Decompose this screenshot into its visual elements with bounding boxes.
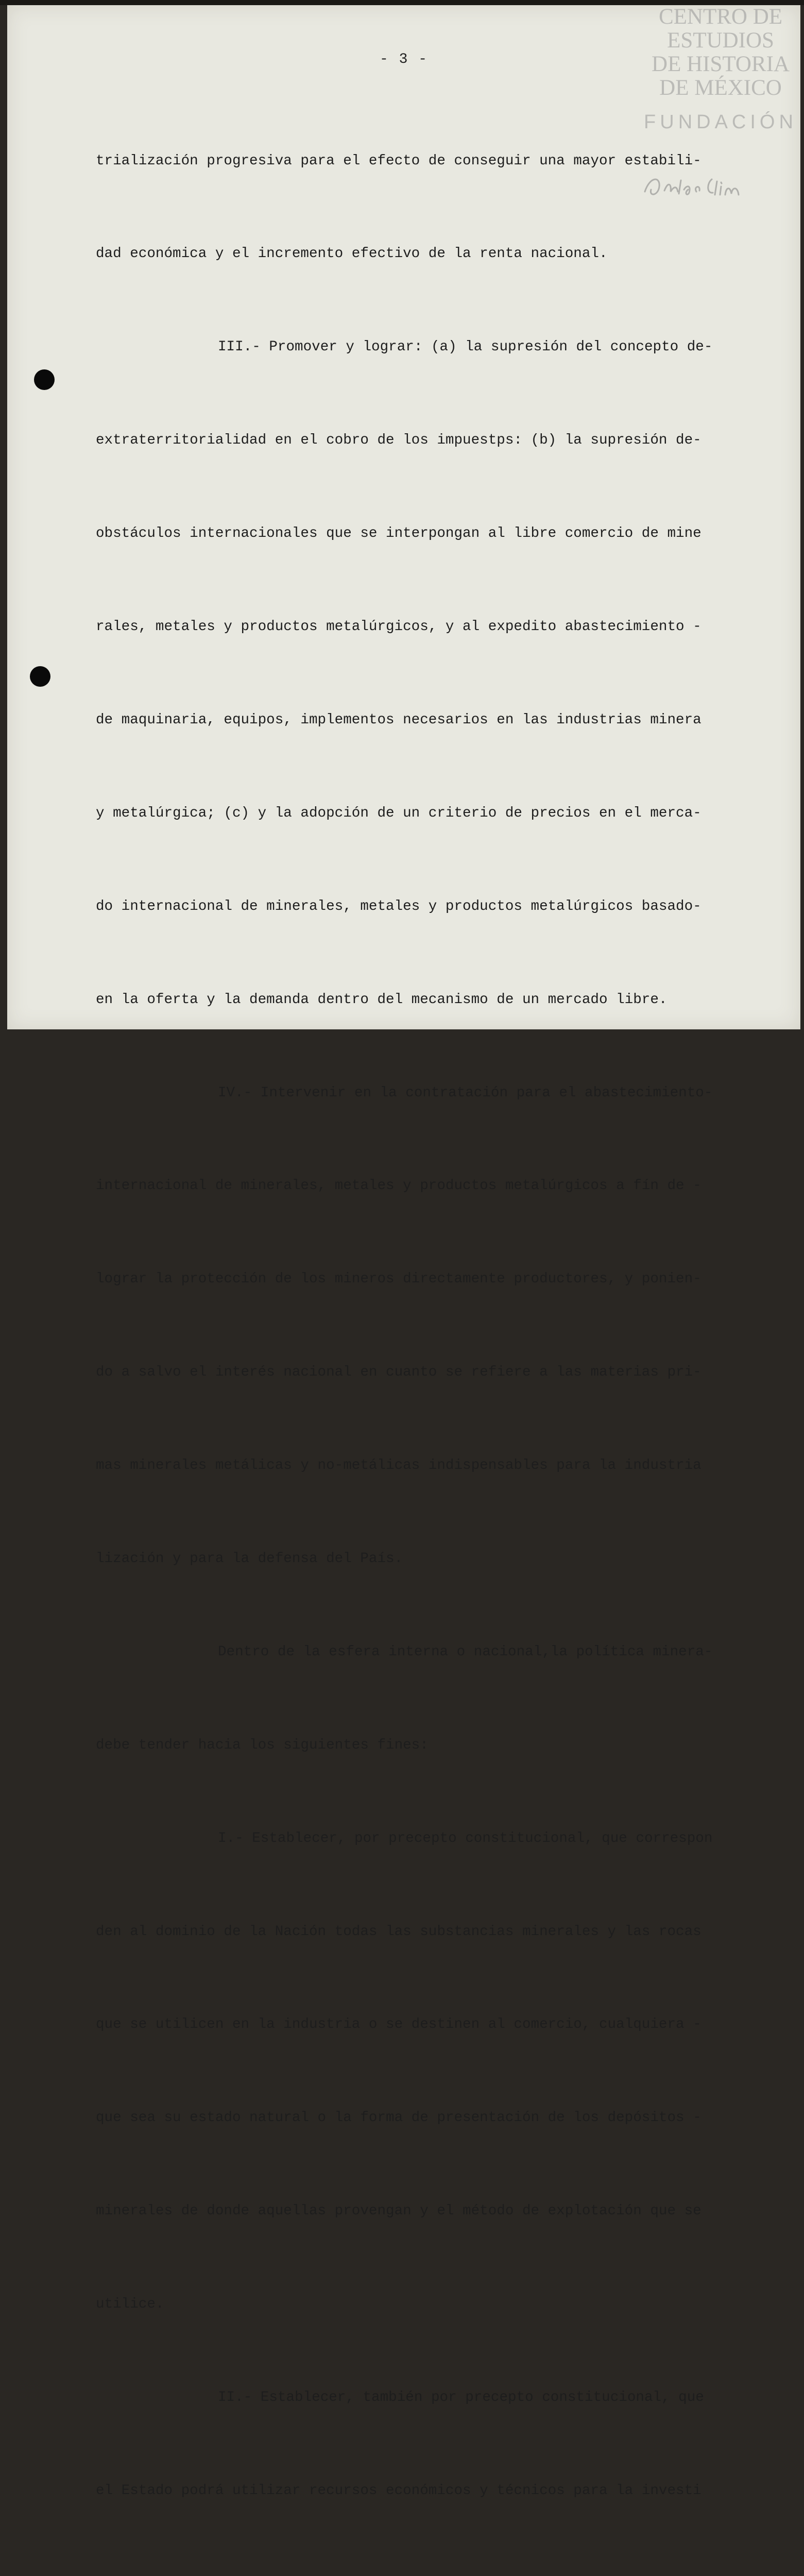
text-line: el Estado podrá utilizar recursos económicos y técnicos para la investi — [96, 2482, 702, 2499]
text-line: II.- Establecer, también por precepto constitucional, que — [218, 2389, 704, 2405]
archive-watermark — [641, 5, 800, 134]
text-line: de maquinaria, equipos, implementos necesarios en las industrias minera — [96, 711, 702, 728]
document-page — [7, 5, 800, 2499]
text-line: extraterritorialidad en el cobro de los impuestps: (b) la supresión de- — [96, 432, 702, 449]
text-line: do internacional de minerales, metales y productos metalúrgicos basado- — [96, 898, 702, 914]
text-line: den al dominio de la Nación todas las substancias minerales y las rocas — [96, 1923, 702, 1940]
text-line: Dentro de la esfera interna o nacional,la política minera- — [218, 1643, 713, 1660]
text-line: lograr la protección de los mineros directamente productores, y ponien- — [96, 1271, 702, 1287]
punch-hole-lower — [30, 666, 50, 687]
watermark-line: DE MÉXICO — [659, 76, 782, 100]
text-line: que sea su estado natural o la forma de presentación de los depósitos - — [96, 2110, 702, 2126]
text-line: internacional de minerales, metales y productos metalúrgicos a fín de - — [96, 1178, 702, 1194]
watermark-signature — [640, 171, 794, 202]
text-line: I.- Establecer, por precepto constitucional, que correspon — [218, 1830, 713, 1846]
text-line: minerales de donde aquellas provengan y el método de explotación que se — [96, 2203, 702, 2219]
watermark-line: CENTRO DE — [658, 5, 783, 29]
text-line: y metalúrgica; (c) y la adopción de un criterio de precios en el merca- — [96, 805, 702, 821]
punch-hole-upper — [34, 369, 55, 390]
text-line: utilice. — [96, 2296, 164, 2313]
body-text — [96, 83, 771, 2576]
text-line: obstáculos internacionales que se interpongan al libre comercio de mine — [96, 526, 702, 542]
text-line: do a salvo el interés nacional en cuanto se refiere a las materias pri- — [96, 1364, 702, 1381]
text-line: en la oferta y la demanda dentro del mecanismo de un mercado libre. — [96, 991, 668, 1008]
text-line: debe tender hacia los siguientes fines: — [96, 1737, 429, 1753]
text-line: III.- Promover y lograr: (a) la supresión del concepto de- — [218, 339, 713, 355]
watermark-line: DE HISTORIA — [652, 52, 790, 76]
watermark-line: ESTUDIOS — [667, 28, 774, 53]
text-line: mas minerales metálicas y no-metálicas indispensables para la industria — [96, 1458, 702, 1474]
page-number: - 3 - — [379, 52, 428, 67]
text-line — [96, 2569, 771, 2576]
text-line: trialización progresiva para el efecto de conseguir una mayor estabili- — [96, 152, 702, 169]
text-line: lización y para la defensa del País. — [96, 1550, 403, 1567]
text-line: que se utilicen en la industria o se destinen al comercio, cualquiera - — [96, 2016, 702, 2033]
text-line: IV.- Intervenir en la contratación para el abastecimiento- — [218, 1084, 713, 1101]
text-line: rales, metales y productos metalúrgicos, y al expedito abastecimiento - — [96, 619, 702, 635]
text-line: dad económica y el incremento efectivo de la renta nacional. — [96, 246, 608, 262]
watermark-foundation: FUNDACIÓN — [644, 111, 797, 133]
